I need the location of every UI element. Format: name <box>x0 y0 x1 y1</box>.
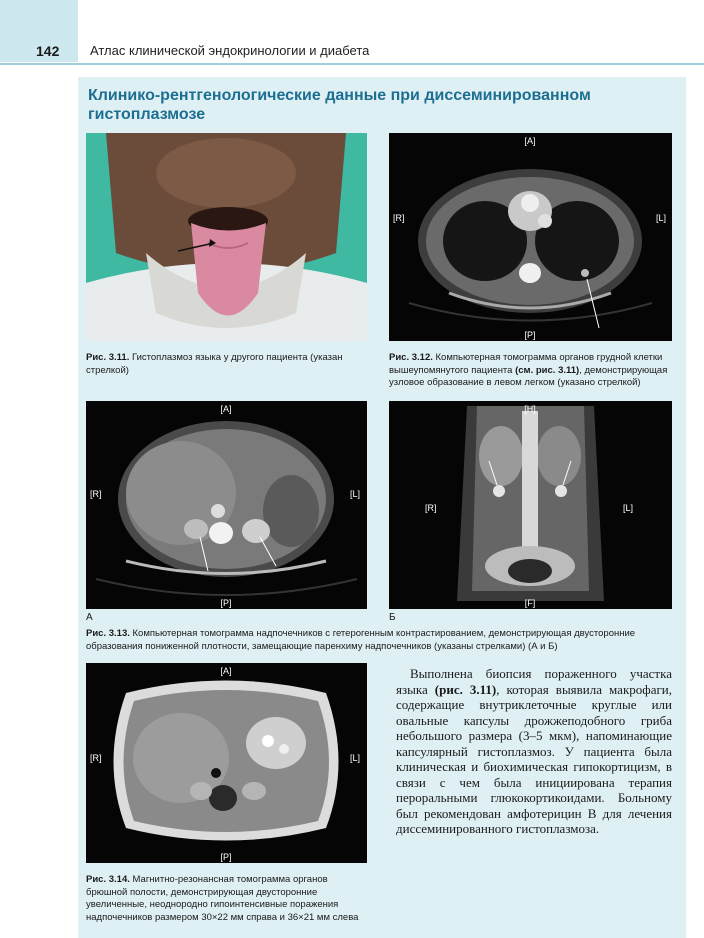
figure-3-11-photo <box>86 133 367 341</box>
caption-3-12-number: Рис. 3.12. <box>389 352 433 363</box>
fig314-label-top: [A] <box>220 666 232 676</box>
page-number: 142 <box>36 43 60 59</box>
body-text-pre: Выполнена биопсия пораженного участка языка <box>396 666 672 697</box>
caption-3-11-number: Рис. 3.11. <box>86 352 130 363</box>
fig313a-sublabel: А <box>86 612 93 623</box>
body-text-ref: (рис. 3.11) <box>434 681 497 697</box>
figure-3-13b-coronal-ct <box>389 401 672 609</box>
fig313b-label-right: [L] <box>623 503 634 513</box>
fig314-label-left: [R] <box>90 753 102 763</box>
caption-3-11 <box>86 352 368 377</box>
caption-3-12 <box>389 352 672 390</box>
figure-3-14-mri <box>86 663 367 863</box>
caption-3-12-text-post: , демонстрирующая узловое образование в левом легком (указано стрелкой) <box>389 364 668 388</box>
fig313a-label-top: [A] <box>220 404 232 414</box>
body-text-post: , которая выявила макрофаги, содержащие внутриклеточные круглые или овальные капсулы дрожжеподобного гриба небольшого размера (3–5 мкм), напоминающие капсулярный гистоплазмоз. У пациента была клиническая и биохимическая гипокортицизм, в связи с чем была инициирована терапия пероральными глюкокортикоидами. Больному был рекомендован амфотерицин В для лечения диссеминированного гистоплазмоза. <box>396 681 672 836</box>
caption-3-14 <box>86 874 368 924</box>
caption-3-12-text-pre: Компьютерная томограмма органов грудной клетки вышеупомянутого пациента <box>389 352 663 376</box>
header-rule <box>0 63 704 65</box>
fig313a-label-left: [R] <box>90 489 102 499</box>
running-title: Атлас клинической эндокринологии и диабета <box>90 43 370 58</box>
caption-3-14-number: Рис. 3.14. <box>86 874 130 885</box>
fig312-label-left: [R] <box>393 213 405 223</box>
caption-3-13 <box>86 628 672 653</box>
body-paragraph <box>396 666 672 837</box>
figure-3-13a-abdominal-ct <box>86 401 367 609</box>
fig314-label-right: [L] <box>350 753 361 763</box>
caption-3-13-number: Рис. 3.13. <box>86 628 130 639</box>
figure-3-12-chest-ct <box>389 133 672 341</box>
fig313b-label-top: [H] <box>524 404 536 414</box>
fig312-label-right: [L] <box>656 213 667 223</box>
fig313b-label-bottom: [F] <box>524 598 536 608</box>
caption-3-13-text: Компьютерная томограмма надпочечников с гетерогенным контрастированием, демонстрирующая двусторонние образования пониженной плотности, замещающие паренхиму надпочечников (указаны стрелками) (А и Б) <box>86 628 636 652</box>
fig314-label-bottom: [P] <box>220 852 232 862</box>
fig313a-label-bottom: [P] <box>220 598 232 608</box>
fig313b-sublabel: Б <box>389 612 396 623</box>
fig312-label-bottom: [P] <box>524 330 536 340</box>
caption-3-12-ref: (см. рис. 3.11) <box>515 364 580 376</box>
caption-3-14-text: Магнитно-резонансная томограмма органов брюшной полости, демонстрирующая двусторонние увеличенные, неоднородно гипоинтенсивные поражения надпочечников размером 30×22 мм справа и 36×21 мм слева <box>86 874 359 923</box>
fig313b-label-left: [R] <box>425 503 437 513</box>
fig312-label-top: [A] <box>524 136 536 146</box>
fig313a-label-right: [L] <box>350 489 361 499</box>
section-title: Клинико-рентгенологические данные при диссеминированном гистоплазмозе <box>88 87 591 123</box>
caption-3-11-text: Гистоплазмоз языка у другого пациента (указан стрелкой) <box>86 352 343 376</box>
